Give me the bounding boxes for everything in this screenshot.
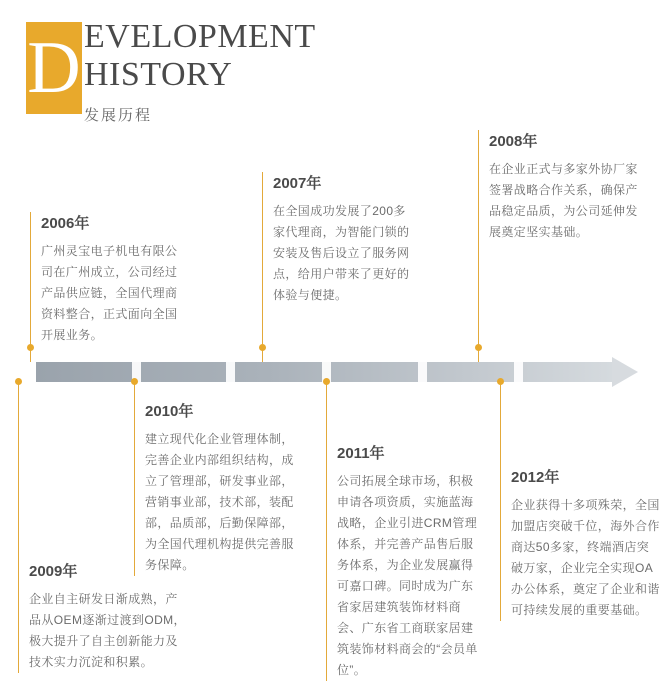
page-header <box>26 18 446 124</box>
event-year: 2007年 <box>273 175 322 192</box>
event-description: 广州灵宝电子机电有限公司在广州成立，公司经过产品供应链，全国代理商资料整合，正式面向全国开展业务。 <box>41 244 178 342</box>
event-year: 2010年 <box>145 403 194 420</box>
timeline-event-2012 <box>500 466 660 621</box>
letter-badge: D <box>26 22 82 114</box>
timeline-node-2010 <box>131 378 138 385</box>
timeline-connector-2011 <box>326 382 327 444</box>
event-description: 企业自主研发日渐成熟，产品从OEM逐渐过渡到ODM，极大提升了自主创新能力及技术实力沉淀和积累。 <box>29 592 186 669</box>
event-year: 2009年 <box>29 563 78 580</box>
event-description: 建立现代化企业管理体制，完善企业内部组织结构，成立了管理部，研发事业部，营销事业部，技术部，装配部，品质部，后勤保障部，为全国代理机构提供完善服务保障。 <box>145 432 294 572</box>
page-title-line-1: EVELOPMENT <box>84 18 316 55</box>
event-year: 2008年 <box>489 133 538 150</box>
title-block <box>84 18 316 125</box>
timeline-tick <box>514 362 523 382</box>
event-description: 在全国成功发展了200多家代理商，为智能门锁的安装及售后设立了服务网点，给用户带来了更好的体验与便捷。 <box>273 204 410 302</box>
timeline-node-2012 <box>497 378 504 385</box>
timeline-arrow <box>36 362 638 382</box>
timeline-connector-2010 <box>134 382 135 402</box>
event-year: 2012年 <box>511 469 560 486</box>
timeline-event-2009 <box>18 560 188 673</box>
page-title-line-2: HISTORY <box>84 56 233 93</box>
timeline-tick <box>418 362 427 382</box>
timeline-node-2008 <box>475 344 482 351</box>
timeline-node-2009 <box>15 378 22 385</box>
event-description: 在企业正式与多家外协厂家签署战略合作关系，确保产品稳定品质，为公司延伸发展奠定坚实基础。 <box>489 162 638 239</box>
timeline-node-2006 <box>27 344 34 351</box>
timeline-event-2008 <box>478 130 638 362</box>
event-year: 2011年 <box>337 445 385 462</box>
timeline-event-2006 <box>30 212 180 362</box>
event-description: 公司拓展全球市场，积极申请各项资质，实施蓝海战略，企业引进CRM管理体系，并完善产品售后服务体系，为企业发展赢得可嘉口碑。同时成为广东省家居建筑装饰材料商会、广东省工商联家居建筑装饰材料商会的“会员单位”。 <box>337 474 478 677</box>
event-description: 企业获得十多项殊荣，全国加盟店突破千位，海外合作商达50多家，终端酒店突破万家，企业完全实现OA办公体系，奠定了企业和谐可持续发展的重要基础。 <box>511 498 660 617</box>
page-subtitle: 发展历程 <box>84 107 153 124</box>
timeline-event-2007 <box>262 172 412 362</box>
timeline-connector-2009 <box>18 382 19 562</box>
timeline-node-2007 <box>259 344 266 351</box>
timeline-tick <box>226 362 235 382</box>
timeline-connector-2012 <box>500 382 501 468</box>
timeline-event-2010 <box>134 400 294 576</box>
timeline-node-2011 <box>323 378 330 385</box>
event-year: 2006年 <box>41 215 90 232</box>
timeline-event-2011 <box>326 442 481 681</box>
